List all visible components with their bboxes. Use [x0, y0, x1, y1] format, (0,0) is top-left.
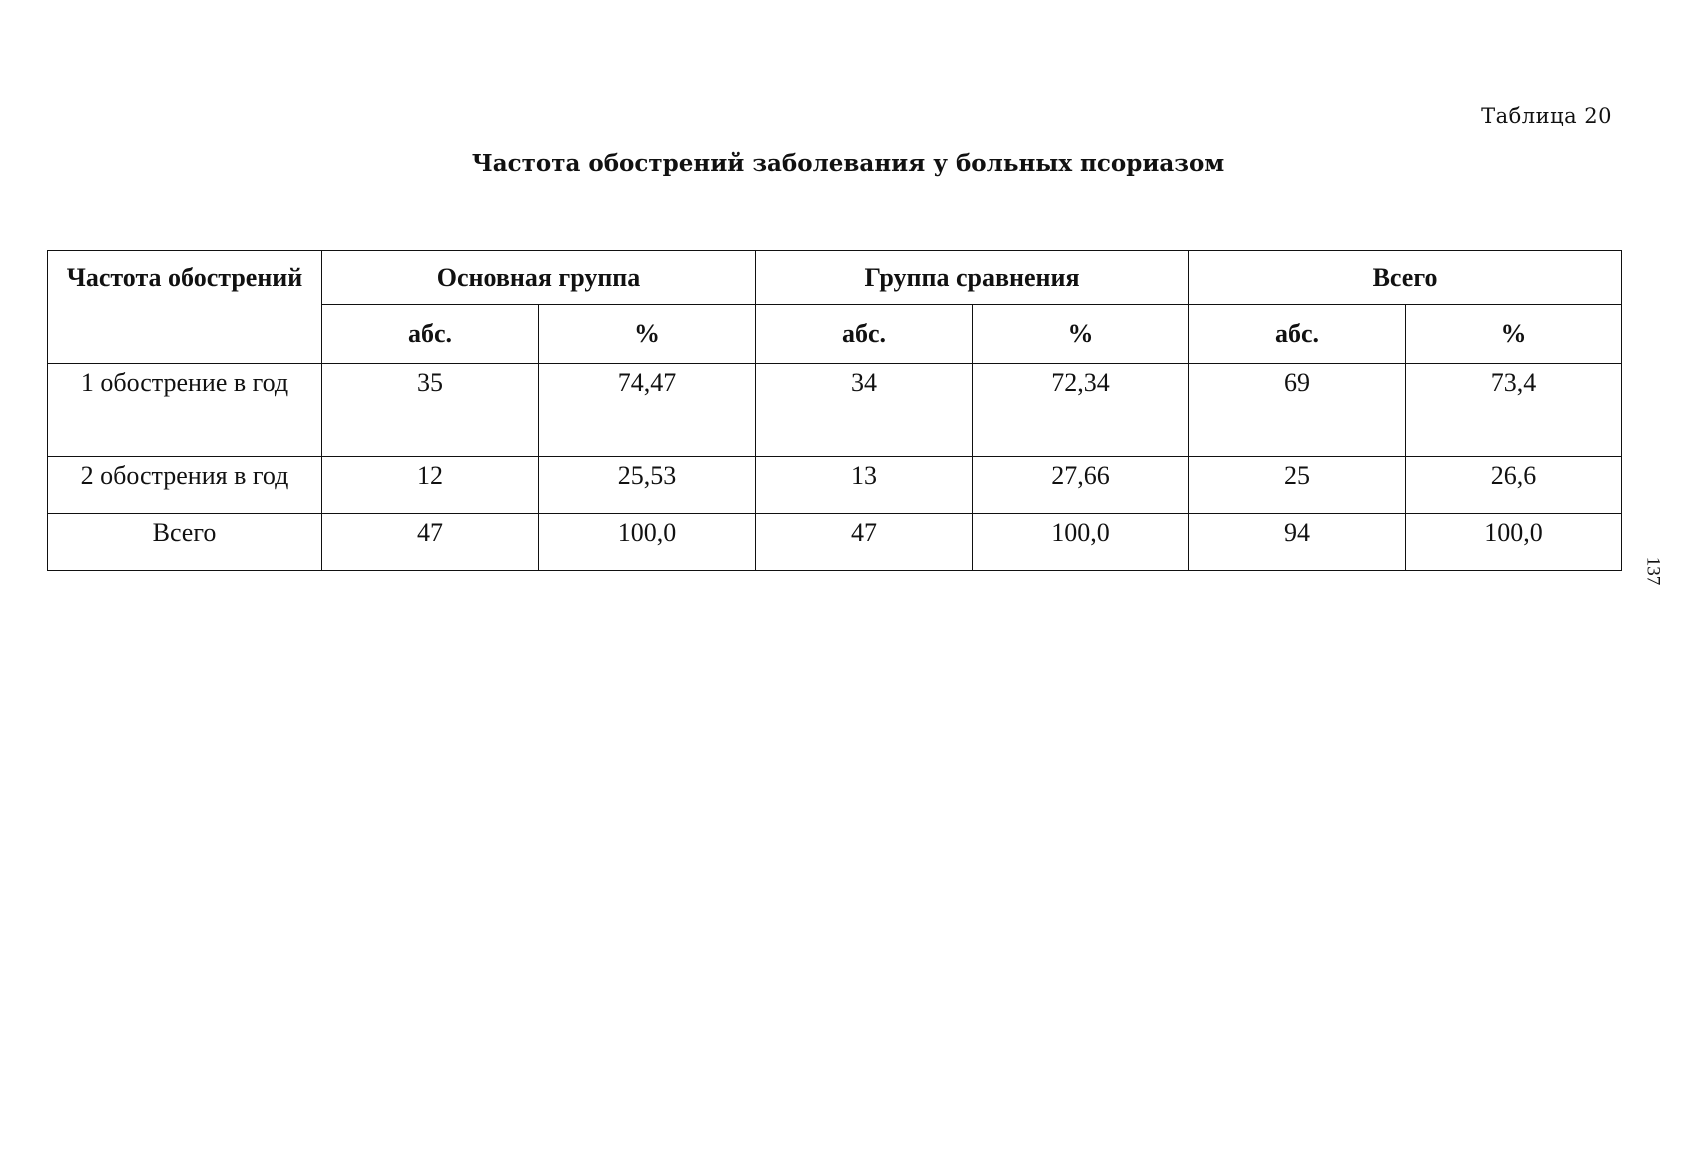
header-row-head: Частота обострений [48, 251, 322, 364]
table-cell: 100,0 [973, 514, 1189, 571]
table-cell: 27,66 [973, 457, 1189, 514]
header-group-main: Основная группа [322, 251, 756, 305]
table-label: Таблица 20 [1481, 104, 1612, 128]
table-cell: 73,4 [1406, 364, 1622, 457]
table-cell: 94 [1189, 514, 1406, 571]
table-cell: 100,0 [1406, 514, 1622, 571]
subcol-header: % [539, 305, 756, 364]
table-cell: 34 [756, 364, 973, 457]
table-cell: 13 [756, 457, 973, 514]
subcol-header: абс. [1189, 305, 1406, 364]
table-row-total [48, 514, 1622, 571]
table-cell: 47 [322, 514, 539, 571]
table-cell: 72,34 [973, 364, 1189, 457]
table-cell: 25,53 [539, 457, 756, 514]
table-cell: 35 [322, 364, 539, 457]
table-cell: 26,6 [1406, 457, 1622, 514]
table-cell: 47 [756, 514, 973, 571]
table-cell: 25 [1189, 457, 1406, 514]
subcol-header: абс. [756, 305, 973, 364]
subcol-header: % [1406, 305, 1622, 364]
subcol-header: % [973, 305, 1189, 364]
data-table [47, 250, 1622, 571]
table-cell: 12 [322, 457, 539, 514]
row-label: Всего [48, 514, 322, 571]
table-title: Частота обострений заболевания у больных псориазом [471, 150, 1225, 177]
header-group-total: Всего [1189, 251, 1622, 305]
page-number: 137 [1642, 556, 1664, 586]
table-row [48, 364, 1622, 457]
table-cell: 74,47 [539, 364, 756, 457]
header-group-comparison: Группа сравнения [756, 251, 1189, 305]
subcol-header: абс. [322, 305, 539, 364]
row-label: 1 обострение в год [48, 364, 322, 457]
table-cell: 69 [1189, 364, 1406, 457]
table-cell: 100,0 [539, 514, 756, 571]
table-row [48, 457, 1622, 514]
row-label: 2 обострения в год [48, 457, 322, 514]
header-row-groups [48, 251, 1622, 305]
